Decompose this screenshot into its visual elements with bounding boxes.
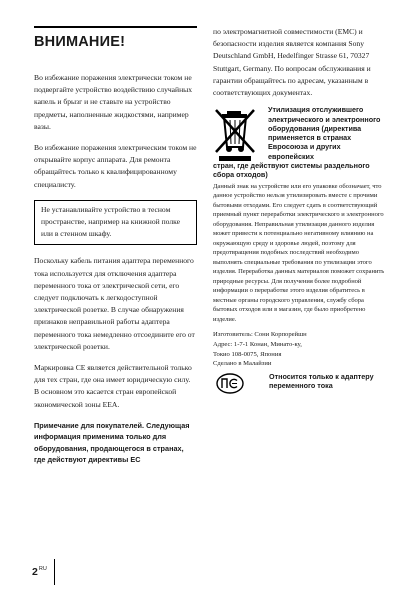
ce-marking-paragraph: Маркировка CE является действительной только для тех стран, где она имеет юридическую силу. В основном это касается стран европейской экономической зоны EEA. [34,363,192,409]
warning-paragraph-casing: Во избежание поражения электрическим током не открывайте корпус аппарата. Для ремонта обращайтесь только к квалифицированному специалисту. [34,143,197,189]
warning-header [34,26,197,50]
buyers-note: Примечание для покупателей. Следующая информация применима только для оборудования, продающегося в странах, где действуют директивы EC [34,420,190,465]
weee-heading-part2: стран, где действуют системы раздельного сбора отходов) [213,161,370,180]
pct-certification-logo [216,373,244,394]
weee-body-text: Данный знак на устройстве или его упаковке обозначает, что данное устройство нельзя утилизировать вместе с прочими бытовыми отходами. Его следует сдать в соответствующий приемный пункт переработки электрического и электронного оборудования. Неправильная утилизация данного изделия может привести к потенциально негативному влиянию на окружающую среду и здоровье людей, поэтому для предотвращения подобных последствий необходимо выполнять специальные требования по утилизации этого изделия. Переработка данных материалов поможет сохранить природные ресурсы. Для получения более подробной информации о переработке этого изделия обратитесь в местные органы городского управления, службу сбора бытовых отходов или в магазин, где было приобретено изделие. [213,182,385,323]
power-cable-paragraph: Поскольку кабель питания адаптера переменного тока используется для отключения адаптера переменного тока от электрической сети, его следует подключать к легкодоступной электрической розетке. В случае обнаружения признаков неправильной работы адаптера переменного тока немедленно отсоедините его от электрической розетки. [34,256,195,351]
manufacturer-info [213,330,385,369]
crossed-bin-icon [213,107,257,163]
made-in: Сделано в Малайзии [213,360,272,368]
manufacturer-address-2: Токио 108-0075, Япония [213,350,282,358]
page-number-divider [54,559,55,585]
right-column [213,26,385,398]
page-language-code: RU [38,566,47,572]
pct-note: Относится только к адаптеру переменного тока [269,371,374,391]
weee-heading-part1: Утилизация отслужившего электрического и электронного оборудования (директива применяется в странах Евросоюза и других европейских [268,105,381,161]
installation-warning-box: Не устанавливайте устройство в тесном пространстве, например на книжной полке или в стенном шкафу. [34,200,197,246]
emc-paragraph: по электромагнитной совместимости (EMC) и безопасности изделия является компания Sony Deutschland GmbH, Hedelfinger Strasse 61, 70327 Stuttgart, Germany. По вопросам обслуживания и гарантии обращайтесь по адресам, указанным в соответствующих документах. [213,27,371,98]
page-title: ВНИМАНИЕ! [34,34,126,50]
left-column [34,26,197,466]
weee-section [213,105,385,324]
page-number-value: 2 [32,566,38,578]
manufacturer-name: Изготовитель: Сони Корпорейшн [213,331,307,339]
page-number [32,566,47,578]
warning-paragraph-moisture: Во избежание поражения электрически током не подвергайте устройство воздействию случайных капель и брызг и не ставьте на устройство предметы, наполненные жидкостями, например вазы. [34,73,193,131]
manufacturer-address-1: Адрес: 1-7-1 Конан, Минато-ку, [213,340,302,348]
pct-certification-row [213,372,385,398]
